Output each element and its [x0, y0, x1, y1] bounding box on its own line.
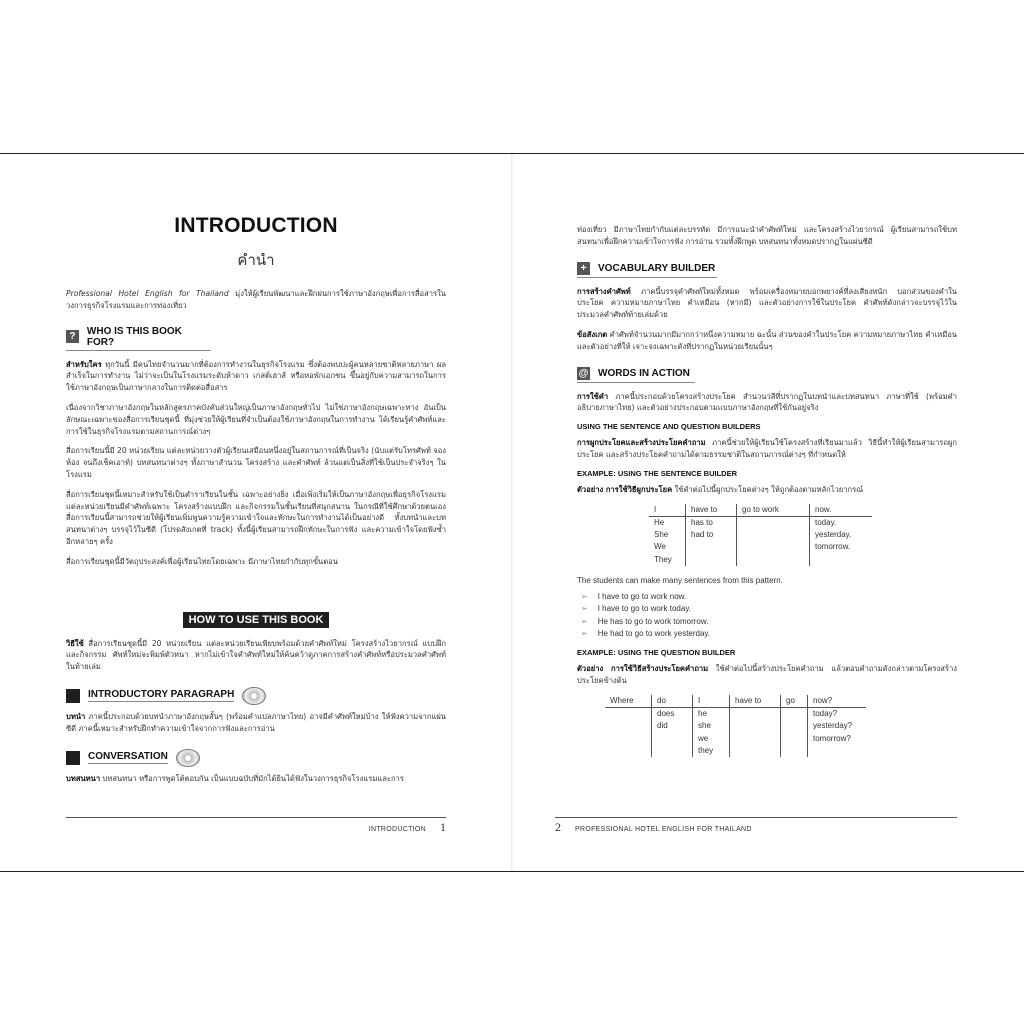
students-line: The students can make many sentences from this pattern. — [577, 576, 783, 586]
conversation-description: บทสนทนา บทสนทนา หรือการพูดโต้ตอบกัน เป็นแบบฉบับที่มักได้ยินได้ฟังในวงการธุรกิจโรงแรมและการ — [66, 773, 404, 783]
conversation-heading-label: CONVERSATION — [88, 751, 168, 763]
table-cell — [730, 708, 781, 721]
table-cell: I — [649, 504, 686, 517]
list-item: ➢ He has to go to work tomorrow. — [581, 616, 957, 628]
table-cell: She — [654, 530, 669, 540]
square-bullet-icon — [66, 689, 80, 703]
table-cell — [605, 745, 652, 757]
who-heading — [66, 326, 211, 351]
table-cell — [781, 745, 808, 757]
table-cell: tomorrow. — [810, 541, 873, 553]
continued-paragraph: ท่องเที่ยว มีภาษาไทยกำกับแต่ละบรรทัด มีการแนะนำคำศัพท์ใหม่ และโครงสร้างไวยากรณ์ ผู้เรียนสามารถใช้บทสนทนาเพื่อฝึกความเข้าใจการฟัง การอ่าน รวมทั้งฝึกพูด บทสนทนาทั้งหมดปรากฏในแผ่นซีดี — [577, 225, 957, 246]
page-number: 2 — [555, 820, 561, 834]
table-cell: yesterday? — [808, 720, 867, 732]
table-cell: I — [693, 695, 730, 708]
book-title-italic: Professional Hotel English for Thailand — [66, 289, 229, 298]
book-spread — [0, 153, 1024, 872]
table-cell — [730, 745, 781, 757]
table-cell: have to — [730, 695, 781, 708]
intro-paragraph-heading-label: INTRODUCTORY PARAGRAPH — [88, 689, 235, 701]
table-cell: has to — [686, 516, 737, 529]
who-paragraph-2: เนื่องจากวิชาภาษาอังกฤษในหลักสูตรภาคบังคับส่วนใหญ่เป็นภาษาอังกฤษทั่วไป ไม่ใช่ภาษาอังกฤษเฉพาะทาง อันเป็นลักษณะเฉพาะของสื่อการเรียนชุดนี้ ที่มุ่งช่วยให้ผู้เรียนที่จำเป็นต้องใช้ภาษาอังกฤษในการทำงาน ได้เรียนรู้คำศัพท์และการใช้ในธุรกิจโรงแรมตามสถานการณ์ต่างๆ — [66, 402, 446, 436]
table-cell — [781, 733, 808, 745]
who-paragraph-3: สื่อการเรียนนี้มี 20 หน่วยเรียน แต่ละหน่วยวางตัวผู้เรียนเสมือนหนึ่งอยู่ในสถานการณ์ที่เป็นจริง (นับแต่รับโทรศัพท์ จองห้อง จนถึงเช็คเอาท์) บทสนทนาต่างๆ ทั้งภาษาสำนวน โครงสร้าง และคำศัพท์ ล้วนแต่เป็นสิ่งที่ใช้เป็นประจำจริงๆ ในโรงแรม — [66, 446, 447, 479]
table-cell — [730, 733, 781, 745]
howto-heading: HOW TO USE THIS BOOK — [183, 612, 330, 628]
table-cell — [730, 720, 781, 732]
table-header-row — [605, 695, 866, 708]
intro-paragraph-description: บทนำ ภาคนี้ประกอบด้วยบทนำภาษาอังกฤษสั้นๆ (พร้อมคำแปลภาษาไทย) อาจมีคำศัพท์ใหม่บ้าง ให้ฟังความจากแผ่นซีดี ภาคนี้เหมาะสำหรับฝึกทำความเข้าใจจากการฟังและการอ่าน — [66, 711, 446, 733]
who-paragraph-1: สำหรับใคร ทุกวันนี้ มีคนไทยจำนวนมากที่ต้องการทำงานในธุรกิจโรงแรม ซึ่งต้องพบปะผู้คนหลายชาติหลายภาษา ผลสำเร็จในการทำงาน ไม่ว่าจะเป็นในโรงแรมระดับห้าดาว เกสต์เฮาส์ หรือหอพักเอกชน ขึ้นอยู่กับความสามารถในการใช้ภาษาอังกฤษเป็นภาษากลางในการติดต่อสื่อสาร — [66, 359, 446, 393]
vocab-heading-label: VOCABULARY BUILDER — [598, 262, 716, 274]
plus-icon: + — [577, 262, 590, 275]
table-cell — [652, 745, 693, 757]
who-paragraph-5: สื่อการเรียนชุดนี้มีวัตถุประสงค์เพื่อผู้เรียนไทยโดยเฉพาะ มีภาษาไทยกำกับทุกขั้นตอน — [66, 556, 338, 566]
list-item: ➢ He had to go to work yesterday. — [581, 628, 957, 640]
square-bullet-icon — [66, 751, 80, 765]
table-cell — [652, 733, 693, 745]
table-cell — [810, 554, 873, 566]
cd-icon — [176, 749, 200, 767]
question-builder-table — [605, 695, 866, 757]
table-cell — [781, 708, 808, 721]
list-item: ➢ I have to go to work now. — [581, 591, 957, 603]
who-heading-label: WHO IS THIS BOOK FOR? — [86, 325, 182, 348]
words-heading-label: WORDS IN ACTION — [598, 367, 690, 379]
table-cell — [781, 720, 808, 732]
table-row — [649, 541, 872, 553]
notes-paragraph: ข้อสังเกต คำศัพท์จำนวนมากมีมากกว่าหนึ่งความหมาย ฉะนั้น ส่วนของคำในประโยค ความหมายภาษาไทย คำเหมือน และตัวอย่างที่ให้ เจาะจงเฉพาะดังที่ปรากฏในหน่วยเรียนนั้นๆ — [577, 329, 957, 351]
table-cell: Where — [605, 695, 652, 708]
right-page — [555, 154, 957, 871]
table-row — [605, 733, 866, 745]
table-row — [649, 516, 872, 529]
table-cell — [605, 708, 652, 721]
table-cell: did — [652, 720, 693, 732]
usage-paragraph: การใช้คำ ภาคนี้ประกอบด้วยโครงสร้างประโยค สำนวนวลีที่ปรากฏในบทนำและบทสนทนา ภาษาที่ใช้ (พร้อมคำอธิบายภาษาไทย) และตัวอย่างประกอบตามแบบภาษาอังกฤษที่ใช้กันอยู่จริง — [577, 391, 957, 413]
table-cell: today? — [808, 708, 867, 721]
question-builder-heading: EXAMPLE: USING THE QUESTION BUILDER — [577, 648, 736, 658]
footer-label: PROFESSIONAL HOTEL ENGLISH FOR THAILAND — [575, 826, 752, 833]
howto-paragraph: วิธีใช้ สื่อการเรียนชุดนี้มี 20 หน่วยเรียน แต่ละหน่วยเรียนเพียบพร้อมด้วยคำศัพท์ใหม่ โครงสร้างไวยากรณ์ แบบฝึกและกิจกรรม ศัพท์ใหม่จะพิมพ์ตัวหนา หากไม่เข้าใจคำศัพท์ใหม่ให้ค้นคว้าดูภาคการสร้างคำศัพท์หรือประมวลคำศัพท์ในท้ายเล่ม — [66, 638, 446, 672]
sentence-builder-heading: EXAMPLE: USING THE SENTENCE BUILDER — [577, 468, 738, 478]
table-cell: go to work — [737, 504, 810, 517]
builders-paragraph: การผูกประโยคและสร้างประโยคคำถาม ภาคนี้ช่วยให้ผู้เรียนใช้โครงสร้างที่เรียนมาแล้ว วิธีนี้ทำให้ผู้เรียนสามารถผูกประโยค และสร้างประโยคคำถามได้ตามธรรมชาติในสถานการณ์ต่างๆ ที่กำหนดให้ — [577, 438, 957, 459]
intro-paragraph: Professional Hotel English for Thailand มุ่งให้ผู้เรียนพัฒนาและฝึกฝนการใช้ภาษาอังกฤษเพื่อการสื่อสารในวงการธุรกิจโรงแรมและการท่องเที่ยว — [66, 289, 446, 310]
table-cell — [686, 541, 737, 553]
table-cell: we — [693, 733, 730, 745]
arrow-icon: ➢ — [581, 604, 588, 614]
vocab-heading — [577, 262, 717, 278]
table-cell: He — [654, 517, 665, 527]
table-cell: he — [693, 708, 730, 721]
page-title: INTRODUCTION — [174, 214, 338, 237]
list-item: ➢ I have to go to work today. — [581, 603, 957, 615]
arrow-icon: ➢ — [581, 616, 588, 626]
table-cell — [737, 516, 810, 529]
at-sign-icon: @ — [578, 367, 589, 379]
cd-icon — [242, 687, 266, 705]
intro-paragraph-heading — [66, 687, 446, 705]
book-gutter — [511, 154, 513, 871]
table-cell — [737, 554, 810, 566]
table-cell: have to — [686, 504, 737, 517]
question-builder-instructions: ตัวอย่าง การใช้วิธีสร้างประโยคคำถาม ใช้คำต่อไปนี้สร้างประโยคคำถาม แล้วตอบคำถามดังกล่าวตามโครงสร้างประโยคข้างต้น — [577, 664, 957, 686]
table-cell — [605, 733, 652, 745]
arrow-icon: ➢ — [581, 592, 588, 602]
page-subtitle: คำนำ — [237, 251, 275, 269]
table-cell — [605, 720, 652, 732]
sentence-builder-instructions: ตัวอย่าง การใช้วิธีผูกประโยค ใช้คำต่อไปนี้ผูกประโยคต่างๆ ให้ถูกต้องตามหลักไวยากรณ์ — [577, 484, 864, 494]
table-cell: yesterday. — [810, 529, 873, 541]
vocab-paragraph: การสร้างคำศัพท์ ภาคนี้บรรจุคำศัพท์ใหม่ทั้งหมด พร้อมเครื่องหมายบอกพยางค์ที่ลงเสียงหนัก บอกส่วนของคำในประโยค ความหมายภาษาไทย คำเหมือน (หากมี) และตัวอย่างการใช้ในประโยค คำศัพท์ดังกล่าวจะบรรจุไว้ในประมวลคำศัพท์ท้ายเล่มด้วย — [577, 286, 957, 320]
sentence-builder-table — [649, 504, 872, 566]
table-row — [649, 529, 872, 541]
table-cell — [737, 529, 810, 541]
table-cell — [737, 541, 810, 553]
right-footer — [555, 817, 957, 835]
table-cell: she — [693, 720, 730, 732]
table-cell — [808, 745, 867, 757]
table-row — [605, 708, 866, 721]
left-footer — [66, 817, 446, 835]
table-row — [605, 745, 866, 757]
table-cell: We — [654, 542, 666, 552]
words-heading — [577, 367, 695, 383]
arrow-icon: ➢ — [581, 628, 588, 638]
builders-heading: USING THE SENTENCE AND QUESTION BUILDERS — [577, 422, 761, 432]
example-sentences-list — [581, 591, 957, 640]
table-cell: tomorrow? — [808, 733, 867, 745]
table-row — [649, 554, 872, 566]
table-cell: They — [654, 554, 672, 564]
table-cell — [686, 554, 737, 566]
left-page — [66, 154, 446, 871]
table-cell: now? — [808, 695, 867, 708]
footer-label: INTRODUCTION — [368, 826, 426, 833]
table-cell: they — [693, 745, 730, 757]
question-mark-icon: ? — [66, 330, 79, 343]
table-cell: go — [781, 695, 808, 708]
who-paragraph-4: สื่อการเรียนชุดนี้เหมาะสำหรับใช้เป็นตำราเรียนในชั้น เฉพาะอย่างยิ่ง เมื่อเพิ่งเริ่มให้เป็นภาษาอังกฤษเพื่อธุรกิจโรงแรม แต่ละหน่วยเรียนมีคำศัพท์เฉพาะ โครงสร้างแบบฝึก และกิจกรรมในชั้นเรียนที่สนุกสนาน ในกรณีที่ใช้ศึกษาด้วยตนเอง สื่อการเรียนนี้สามารถช่วยให้ผู้เรียนเพิ่มพูนความรู้ความเข้าใจและทักษะในการทำงานได้เป็นอย่างดี ทั้งบทนำและบทสนทนาต่างๆ บรรจุไว้ในซีดี (โปรดสังเกตที่ track) ทั้งนี้ผู้เรียนสามารถฝึกทักษะในการฟัง และความเข้าใจโดยฟังซ้ำอีกหลายๆ ครั้ง — [66, 489, 446, 546]
table-cell: had to — [686, 529, 737, 541]
table-cell: do — [652, 695, 693, 708]
table-header-row — [649, 504, 872, 517]
table-row — [605, 720, 866, 732]
conversation-heading — [66, 749, 446, 767]
table-cell: today. — [810, 516, 873, 529]
table-cell: now. — [810, 504, 873, 517]
table-cell: does — [652, 708, 693, 721]
page-number: 1 — [440, 820, 446, 834]
